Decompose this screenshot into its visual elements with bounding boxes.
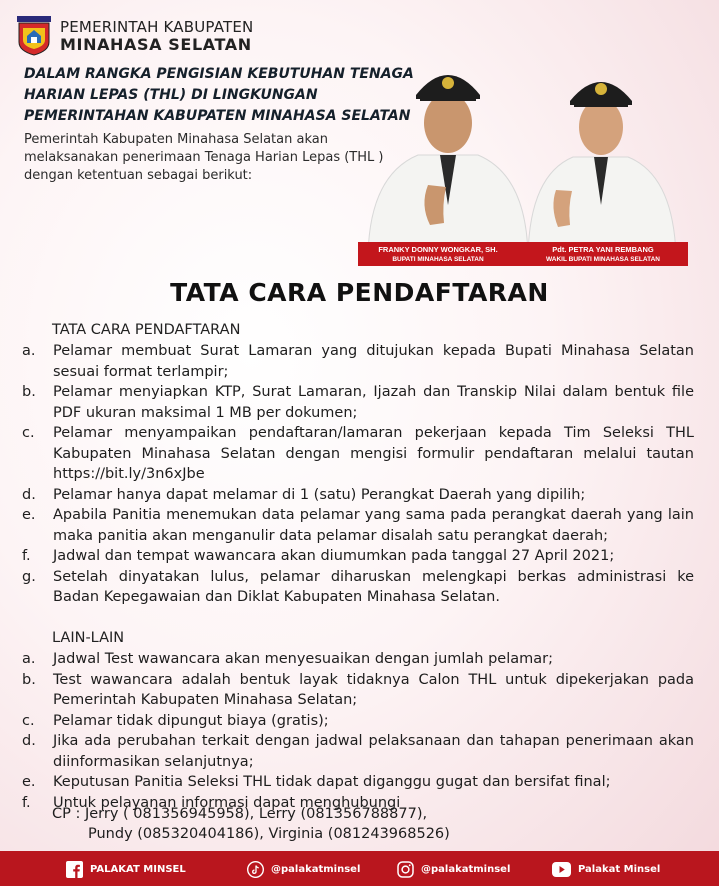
list-item (22, 711, 694, 732)
announcement-headline: DALAM RANGKA PENGISIAN KEBUTUHAN TENAGA HARIAN LEPAS (THL) DI LINGKUNGAN PEMERINTAHAN KABUPATEN MINAHASA SELATAN (24, 66, 414, 124)
list-item-text: Pelamar membuat Surat Lamaran yang ditujukan kepada Bupati Minahasa Selatan sesuai format terlampir; (53, 343, 694, 380)
list-item-text: Apabila Panitia menemukan data pelamar yang sama pada perangkat daerah yang lain maka panitia akan menganulir data pelamar disalah satu perangkat daerah; (53, 507, 694, 544)
list-item-marker: f. (22, 794, 31, 811)
list-item (22, 546, 694, 567)
instagram-handle: @palakatminsel (421, 863, 511, 875)
government-line-2: MINAHASA SELATAN (60, 35, 252, 54)
list-item-text: Untuk pelayanan informasi dapat menghubungi (53, 794, 401, 811)
right-official-name: Pdt. PETRA YANI REMBANG (552, 245, 654, 254)
list-item-marker: f. (22, 548, 31, 564)
list-item-marker: g. (22, 568, 36, 585)
list-item-marker: a. (22, 343, 36, 359)
registration-steps-list (22, 341, 694, 608)
list-item-marker: d. (22, 733, 36, 749)
list-item-text: Setelah dinyatakan lulus, pelamar diharuskan melengkapi berkas administrasi ke Badan Kepegawaian dan Diklat Kabupaten Minahasa Selatan. (53, 568, 694, 605)
list-item-text: Keputusan Panitia Seleksi THL tidak dapat diganggu gugat dan bersifat final; (53, 774, 611, 790)
facebook-icon (66, 861, 83, 878)
list-item (22, 670, 694, 711)
list-item-marker: a. (22, 651, 36, 667)
list-item-text: Jadwal dan tempat wawancara akan diumumkan pada tanggal 27 April 2021; (53, 548, 615, 564)
footer-tiktok[interactable] (247, 860, 360, 878)
right-official-title: WAKIL BUPATI MINAHASA SELATAN (546, 256, 660, 263)
main-title: TATA CARA PENDAFTARAN (170, 278, 549, 307)
left-official-title: BUPATI MINAHASA SELATAN (392, 256, 484, 263)
list-item-marker: e. (22, 507, 36, 523)
tiktok-icon (247, 861, 264, 878)
list-item (22, 341, 694, 382)
list-item-text: Pelamar hanya dapat melamar di 1 (satu) Perangkat Daerah yang dipilih; (53, 486, 586, 503)
list-item-text: Pelamar tidak dipungut biaya (gratis); (53, 712, 329, 729)
list-item (22, 731, 694, 772)
other-info-list (22, 649, 694, 813)
list-item (22, 423, 694, 485)
government-line-1: PEMERINTAH KABUPATEN (60, 18, 254, 36)
list-item-text: Jadwal Test wawancara akan menyesuaikan dengan jumlah pelamar; (53, 651, 553, 667)
list-item (22, 485, 694, 506)
list-item (22, 382, 694, 423)
list-item-text: Pelamar menyiapkan KTP, Surat Lamaran, Ijazah dan Transkip Nilai dalam bentuk file PDF ukuran maksimal 1 MB per dokumen; (53, 384, 694, 421)
list-item-marker: d. (22, 486, 36, 503)
officials-photo (358, 55, 688, 267)
intro-paragraph: Pemerintah Kabupaten Minahasa Selatan akan melaksanakan penerimaan Tenaga Harian Lepas (THL ) dengan ketentuan sebagai berikut: (24, 132, 384, 183)
list-item-text: Jika ada perubahan terkait dengan jadwal pelaksanaan dan tahapan penerimaan akan diinformasikan selanjutnya; (53, 733, 694, 770)
facebook-handle: PALAKAT MINSEL (90, 863, 186, 875)
list-item (22, 505, 694, 546)
footer-youtube[interactable] (552, 860, 660, 878)
list-item (22, 649, 694, 670)
contact-persons-line-1: CP : Jerry ( 081356945958), Lerry (081356788877), (52, 806, 428, 822)
youtube-icon (552, 862, 571, 877)
regency-emblem-icon (16, 16, 52, 56)
list-item (22, 567, 694, 608)
social-footer (0, 851, 719, 886)
contact-persons-line-2: Pundy (085320404186), Virginia (081243968526) (88, 826, 450, 842)
list-item-marker: e. (22, 774, 36, 790)
instagram-icon (397, 861, 414, 878)
list-item-marker: b. (22, 671, 36, 688)
footer-instagram[interactable] (397, 860, 510, 878)
section-registration-title: TATA CARA PENDAFTARAN (52, 322, 241, 338)
list-item-marker: c. (22, 425, 35, 441)
list-item-marker: b. (22, 384, 36, 400)
list-item-text: Pelamar menyampaikan pendaftaran/lamaran pekerjaan kepada Tim Seleksi THL Kabupaten Minahasa Selatan dengan mengisi formulir pendaftaran melalui tautan https://bit.ly/3n6xJbe (53, 425, 694, 482)
youtube-handle: Palakat Minsel (578, 863, 661, 875)
right-official-figure (528, 82, 676, 255)
left-official-figure (368, 75, 528, 255)
footer-facebook[interactable] (66, 860, 186, 878)
left-official-name: FRANKY DONNY WONGKAR, SH. (378, 245, 498, 254)
list-item (22, 772, 694, 793)
list-item-marker: c. (22, 712, 35, 729)
section-others-title: LAIN-LAIN (52, 630, 125, 646)
list-item-text: Test wawancara adalah bentuk layak tidaknya Calon THL untuk dipekerjakan pada Pemerintah Kabupaten Minahasa Selatan; (53, 671, 694, 708)
tiktok-handle: @palakatminsel (271, 863, 361, 875)
